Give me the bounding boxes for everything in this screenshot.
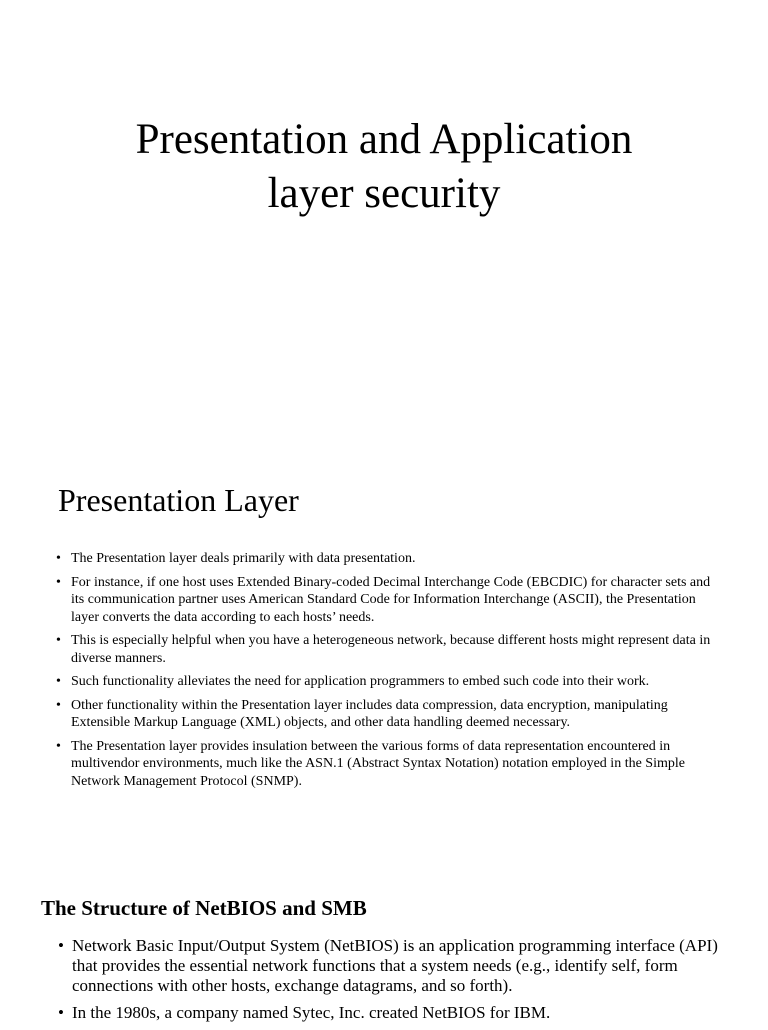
bullet-item: • The Presentation layer deals primarily with data presentation.	[56, 550, 726, 568]
bullet-item: • In the 1980s, a company named Sytec, Inc. created NetBIOS for IBM.	[58, 1003, 738, 1023]
slide-title-heading	[0, 113, 768, 221]
bullet-item: • Other functionality within the Presentation layer includes data compression, data encryption, manipulating Extensible Markup Language (XML) objects, and other data handling deemed necessary.	[56, 697, 726, 732]
bullet-item: • Network Basic Input/Output System (NetBIOS) is an application programming interface (API) that provides the essential network functions that a system needs (e.g., identify self, form connections with other hosts, exchange datagrams, and so forth).	[58, 936, 738, 996]
bullet-item: • For instance, if one host uses Extended Binary-coded Decimal Interchange Code (EBCDIC) for character sets and its communication partner uses American Standard Code for Information Interchange (ASCII), the Presentation layer converts the data according to each hosts’ needs.	[56, 574, 726, 627]
slide-heading: The Structure of NetBIOS and SMB	[41, 896, 367, 920]
bullet-item: • The Presentation layer provides insulation between the various forms of data representation encountered in multivendor environments, much like the ASN.1 (Abstract Syntax Notation) notation employed in the Simple Network Management Protocol (SNMP).	[56, 738, 726, 791]
slide-netbios-smb	[0, 860, 768, 1024]
bullet-item: • This is especially helpful when you have a heterogeneous network, because different hosts might represent data in diverse manners.	[56, 632, 726, 667]
bullet-list	[56, 550, 726, 796]
slide-title	[0, 0, 768, 440]
title-line-1: Presentation and Application	[135, 116, 633, 163]
bullet-item: • Such functionality alleviates the need for application programmers to embed such code into their work.	[56, 673, 726, 691]
slide-heading: Presentation Layer	[58, 482, 299, 518]
title-line-2: layer security	[267, 170, 501, 217]
slide-presentation-layer	[0, 440, 768, 860]
bullet-list	[58, 936, 738, 1030]
